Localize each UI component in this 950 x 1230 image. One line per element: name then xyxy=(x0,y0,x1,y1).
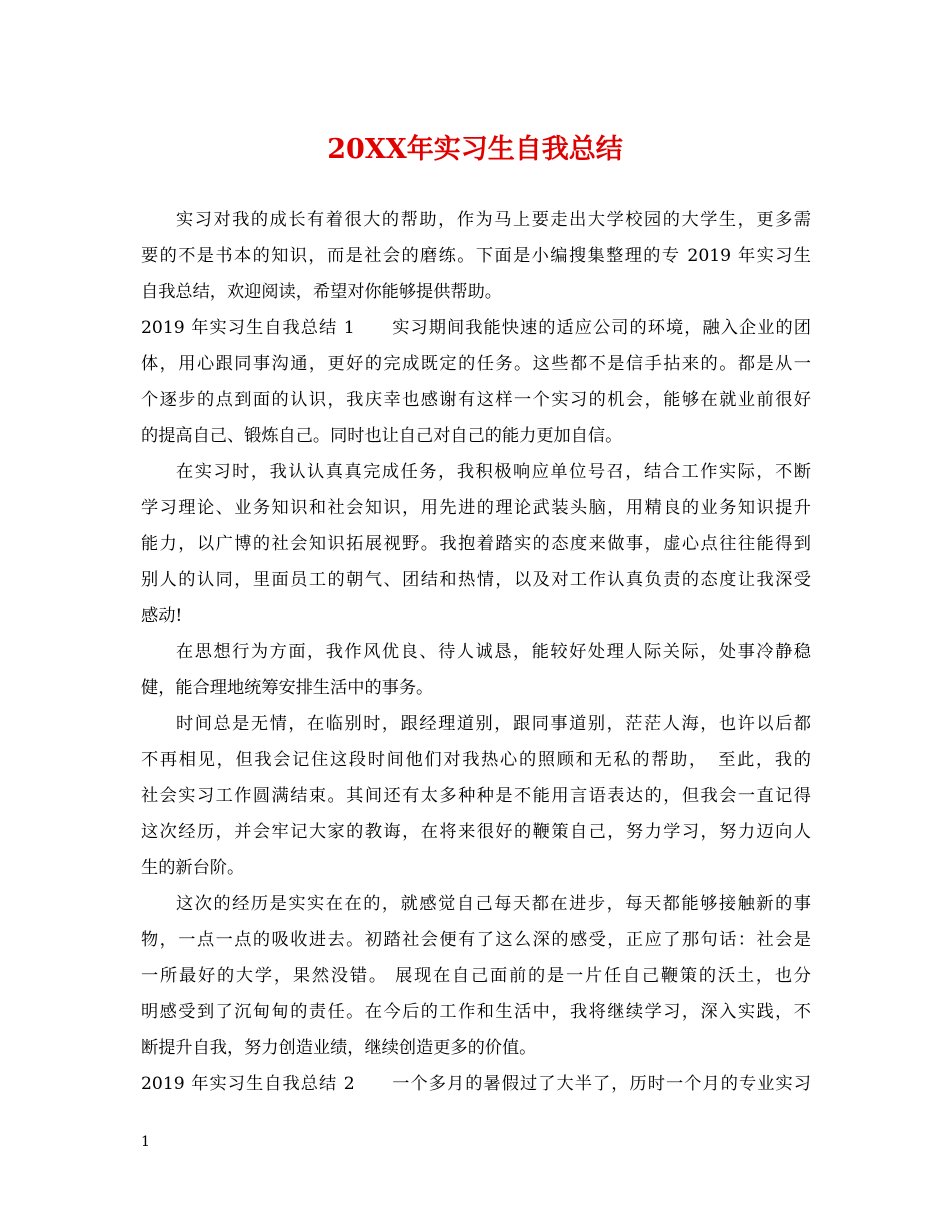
text-line: 能力，以广博的社会知识拓展视野。我抱着踏实的态度来做事，虚心点往往能得到 xyxy=(141,534,811,554)
text-line: 2019 年实习生自我总结 2 一个多月的暑假过了大半了，历时一个月的专业实习 xyxy=(141,1074,811,1094)
text-line: 在实习时，我认认真真完成任务，我积极响应单位号召，结合工作实际，不断 xyxy=(176,462,811,482)
page-title: 20XX年实习生自我总结 xyxy=(327,134,623,165)
text-line: 在思想行为方面，我作风优良、待人诚恳，能较好处理人际关际，处事冷静稳 xyxy=(176,642,811,662)
text-line: 生的新台阶。 xyxy=(141,858,245,878)
document-body xyxy=(141,202,811,1102)
text-line: 明感受到了沉甸甸的责任。在今后的工作和生活中，我将继续学习，深入实践，不 xyxy=(141,1002,811,1022)
text-line: 时间总是无情，在临别时，跟经理道别，跟同事道别，茫茫人海，也许以后都 xyxy=(176,714,811,734)
text-line: 要的不是书本的知识，而是社会的磨练。下面是小编搜集整理的专 2019 年实习生 xyxy=(141,246,811,266)
text-line: 这次经历，并会牢记大家的教诲，在将来很好的鞭策自己，努力学习，努力迈向人 xyxy=(141,822,811,842)
text-line: 健，能合理地统筹安排生活中的事务。 xyxy=(141,678,434,698)
page-number: 1 xyxy=(141,1134,150,1150)
text-line: 这次的经历是实实在在的，就感觉自己每天都在进步，每天都能够接触新的事 xyxy=(176,894,811,914)
text-line: 物，一点一点的吸收进去。初踏社会便有了这么深的感受，正应了那句话：社会是 xyxy=(141,930,811,950)
text-line: 体，用心跟同事沟通，更好的完成既定的任务。这些都不是信手拈来的。都是从一 xyxy=(141,354,811,374)
text-line: 感动! xyxy=(141,606,183,626)
text-line: 别人的认同，里面员工的朝气、团结和热情，以及对工作认真负责的态度让我深受 xyxy=(141,570,811,590)
text-line: 2019 年实习生自我总结 1 实习期间我能快速的适应公司的环境，融入企业的团 xyxy=(141,318,811,338)
text-line: 社会实习工作圆满结束。其间还有太多种种是不能用言语表达的，但我会一直记得 xyxy=(141,786,811,806)
text-line: 学习理论、业务知识和社会知识，用先进的理论武装头脑，用精良的业务知识提升 xyxy=(141,498,811,518)
text-line: 一所最好的大学，果然没错。 展现在自己面前的是一片任自己鞭策的沃土，也分 xyxy=(141,966,811,986)
text-line: 自我总结，欢迎阅读，希望对你能够提供帮助。 xyxy=(141,282,502,302)
text-line: 断提升自我，努力创造业绩，继续创造更多的价值。 xyxy=(141,1038,537,1058)
text-line: 的提高自己、锻炼自己。同时也让自己对自己的能力更加自信。 xyxy=(141,426,623,446)
text-line: 个逐步的点到面的认识，我庆幸也感谢有这样一个实习的机会，能够在就业前很好 xyxy=(141,390,811,410)
text-line: 不再相见，但我会记住这段时间他们对我热心的照顾和无私的帮助， 至此，我的 xyxy=(141,750,811,770)
text-line: 实习对我的成长有着很大的帮助，作为马上要走出大学校园的大学生，更多需 xyxy=(176,210,811,230)
